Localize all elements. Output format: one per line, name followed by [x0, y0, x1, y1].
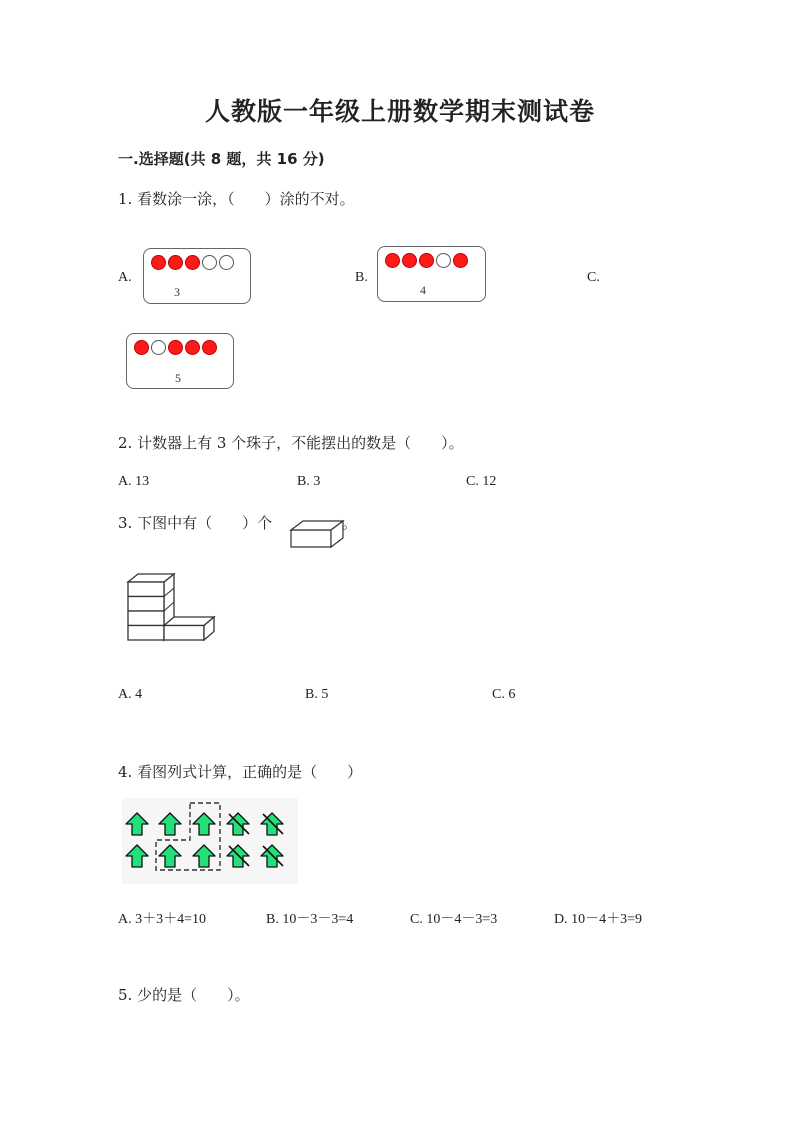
q1-option-b-label: B. [355, 270, 368, 285]
bead [436, 253, 451, 268]
bead [168, 255, 183, 270]
question-2-stem: 2. 计数器上有 3 个珠子，不能摆出的数是（ ）。 [118, 434, 464, 452]
q2-option-c: C. 12 [466, 474, 497, 489]
stacked-boxes-figure [124, 570, 216, 644]
bead [385, 253, 400, 268]
q4-option-b: B. 10－3－3=4 [266, 912, 354, 927]
q4-option-c: C. 10－4－3=3 [410, 912, 498, 927]
question-5-stem: 5. 少的是（ ）。 [118, 986, 250, 1004]
bead [202, 340, 217, 355]
q1-counter-b [377, 246, 486, 302]
bead [185, 340, 200, 355]
cuboid-icon [289, 518, 345, 550]
bead [219, 255, 234, 270]
bead [151, 340, 166, 355]
q3-option-c: C. 6 [492, 687, 516, 702]
q2-option-a: A. 13 [118, 474, 150, 489]
q1-counter-a [143, 248, 251, 304]
bead [185, 255, 200, 270]
question-3-stem: 3. 下图中有（ ）个 [118, 514, 273, 532]
counter-number: 5 [175, 371, 181, 385]
bead [402, 253, 417, 268]
q1-option-c-label: C. [587, 270, 600, 285]
bead [419, 253, 434, 268]
question-3-stem-end: 。 [342, 514, 358, 532]
q4-option-d: D. 10－4＋3=9 [554, 912, 643, 927]
bead [151, 255, 166, 270]
q2-option-b: B. 3 [297, 474, 321, 489]
bead [134, 340, 149, 355]
q1-option-a-label: A. [118, 270, 132, 285]
page-title: 人教版一年级上册数学期末测试卷 [204, 97, 595, 126]
arrows-figure [122, 798, 298, 884]
q3-option-b: B. 5 [305, 687, 329, 702]
bead [168, 340, 183, 355]
q1-counter-c [126, 333, 234, 389]
bead [202, 255, 217, 270]
bead [453, 253, 468, 268]
counter-number: 3 [174, 285, 180, 299]
q4-option-a: A. 3＋3＋4=10 [118, 912, 207, 927]
question-1-stem: 1. 看数涂一涂，（ ）涂的不对。 [118, 190, 355, 208]
q3-option-a: A. 4 [118, 687, 143, 702]
counter-number: 4 [420, 283, 426, 297]
section-heading: 一.选择题(共 8 题，共 16 分) [118, 150, 325, 168]
question-4-stem: 4. 看图列式计算，正确的是（ ） [118, 763, 363, 781]
